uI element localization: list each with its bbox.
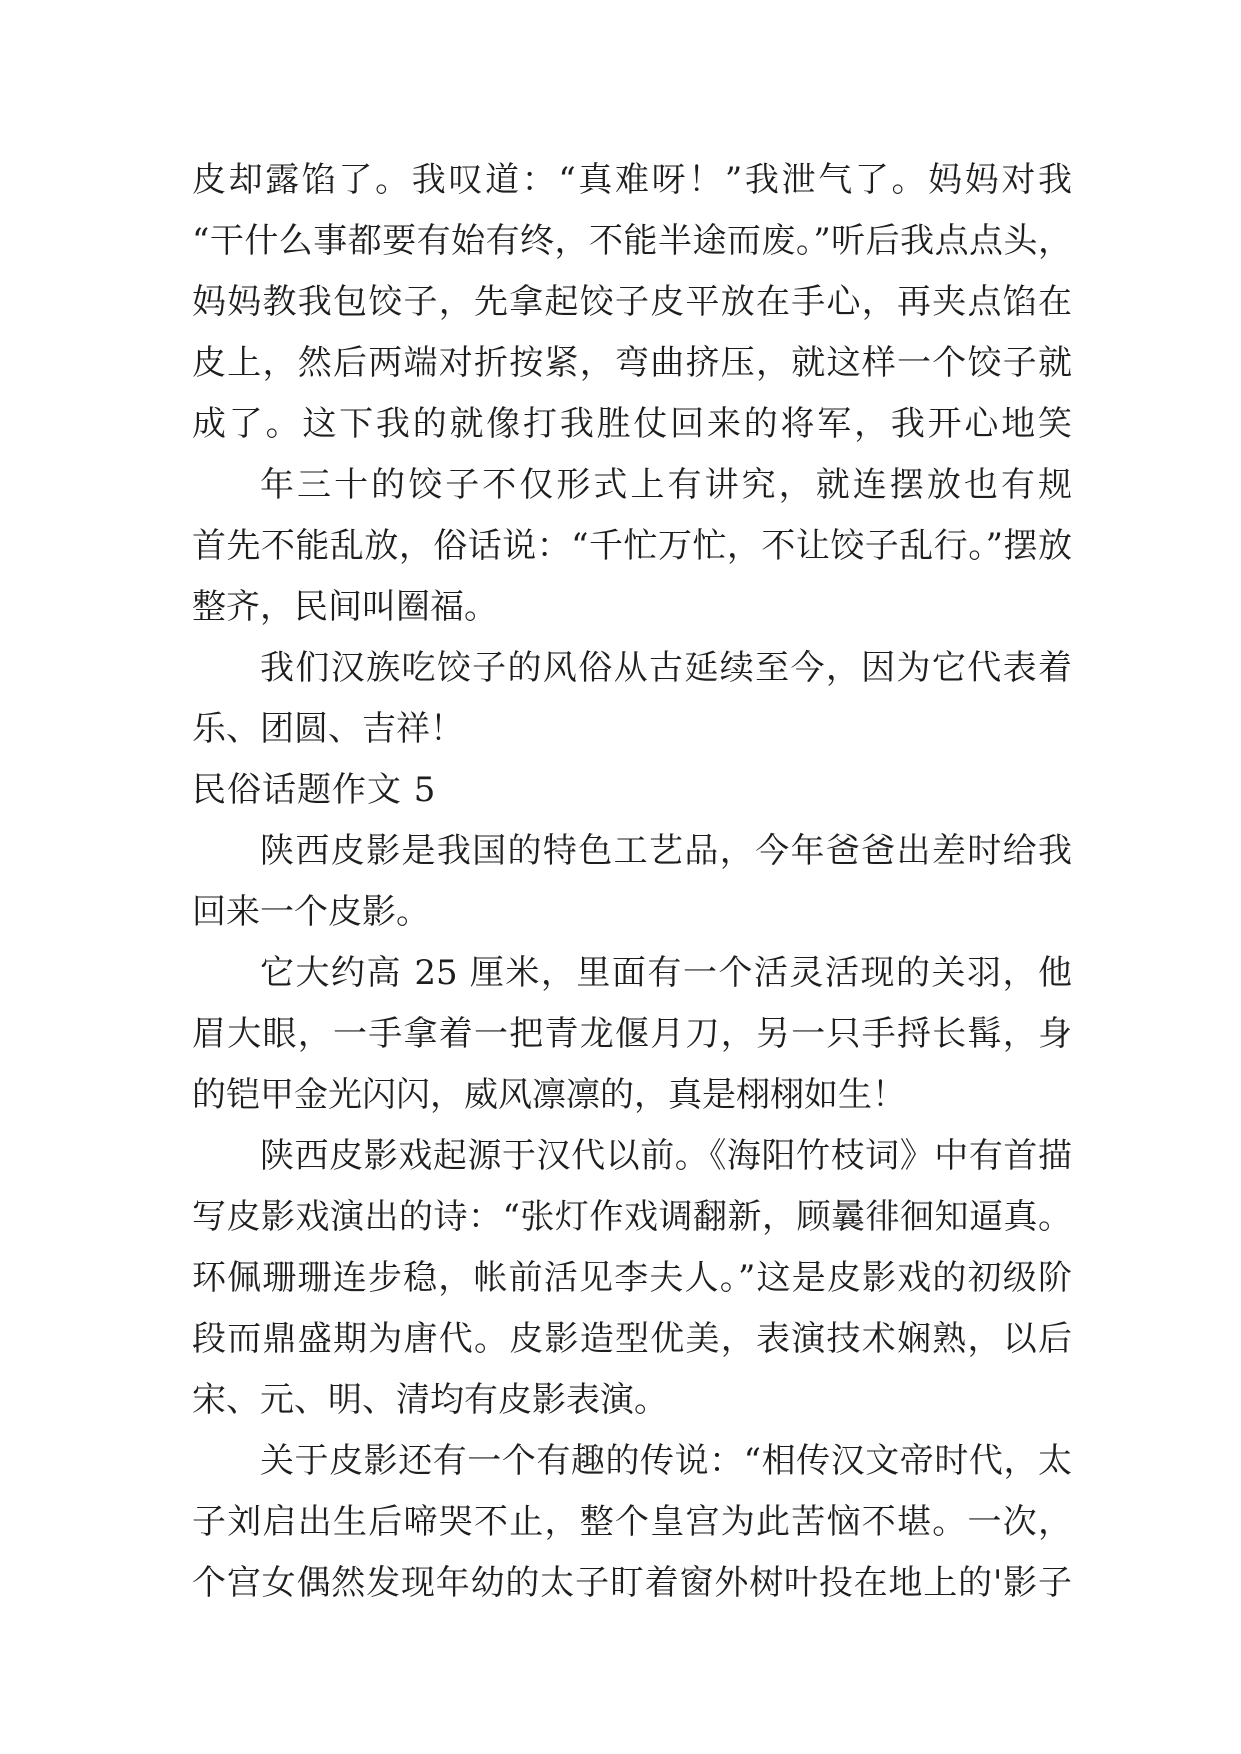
- document-body: [192, 150, 1072, 1614]
- text-line: 写皮影戏演出的诗：“张灯作戏调翻新，顾曩徘徊知逼真。: [192, 1197, 1072, 1237]
- paragraph-first-line: 陕西皮影戏起源于汉代以前。《海阳竹枝词》中有首描: [260, 1136, 1072, 1176]
- text-line: 环佩珊珊连步稳，帐前活见李夫人。”这是皮影戏的初级阶: [192, 1258, 1072, 1298]
- text-line: 子刘启出生后啼哭不止，整个皇宫为此苦恼不堪。一次，: [192, 1502, 1072, 1542]
- text-line: 的铠甲金光闪闪，威风凛凛的，真是栩栩如生！: [192, 1075, 906, 1115]
- text-line: 皮却露馅了。我叹道：“真难呀！”我泄气了。妈妈对我: [192, 160, 1072, 200]
- paragraph-first-line: 关于皮影还有一个有趣的传说：“相传汉文帝时代，太: [260, 1441, 1072, 1481]
- paragraph-first-line: 我们汉族吃饺子的风俗从古延续至今，因为它代表着: [260, 648, 1072, 688]
- text-line: 整齐，民间叫圈福。: [192, 587, 498, 627]
- text-line: 段而鼎盛期为唐代。皮影造型优美，表演技术娴熟，以后: [192, 1319, 1072, 1359]
- paragraph-first-line: 陕西皮影是我国的特色工艺品，今年爸爸出差时给我: [260, 831, 1072, 871]
- text-line: 乐、团圆、吉祥！: [192, 709, 464, 749]
- text-line: 眉大眼，一手拿着一把青龙偃月刀，另一只手捋长髯，身: [192, 1014, 1072, 1054]
- text-line: 皮上，然后两端对折按紧，弯曲挤压，就这样一个饺子就: [192, 343, 1072, 383]
- section-heading: 民俗话题作文 5: [192, 770, 437, 810]
- text-line: 个宫女偶然发现年幼的太子盯着窗外树叶投在地上的'影子: [192, 1563, 1072, 1603]
- text-line: “干什么事都要有始有终，不能半途而废。”听后我点点头，: [192, 221, 1072, 261]
- text-line: 首先不能乱放，俗话说：“千忙万忙，不让饺子乱行。”摆放: [192, 526, 1072, 566]
- text-line: 妈妈教我包饺子，先拿起饺子皮平放在手心，再夹点馅在: [192, 282, 1072, 322]
- text-line: 宋、元、明、清均有皮影表演。: [192, 1380, 668, 1420]
- paragraph-first-line: 年三十的饺子不仅形式上有讲究，就连摆放也有规: [260, 465, 1072, 505]
- text-line: 回来一个皮影。: [192, 892, 430, 932]
- text-line: 成了。这下我的就像打我胜仗回来的将军，我开心地笑: [192, 404, 1072, 444]
- paragraph-first-line: 它大约高 25 厘米，里面有一个活灵活现的关羽，他: [260, 953, 1072, 993]
